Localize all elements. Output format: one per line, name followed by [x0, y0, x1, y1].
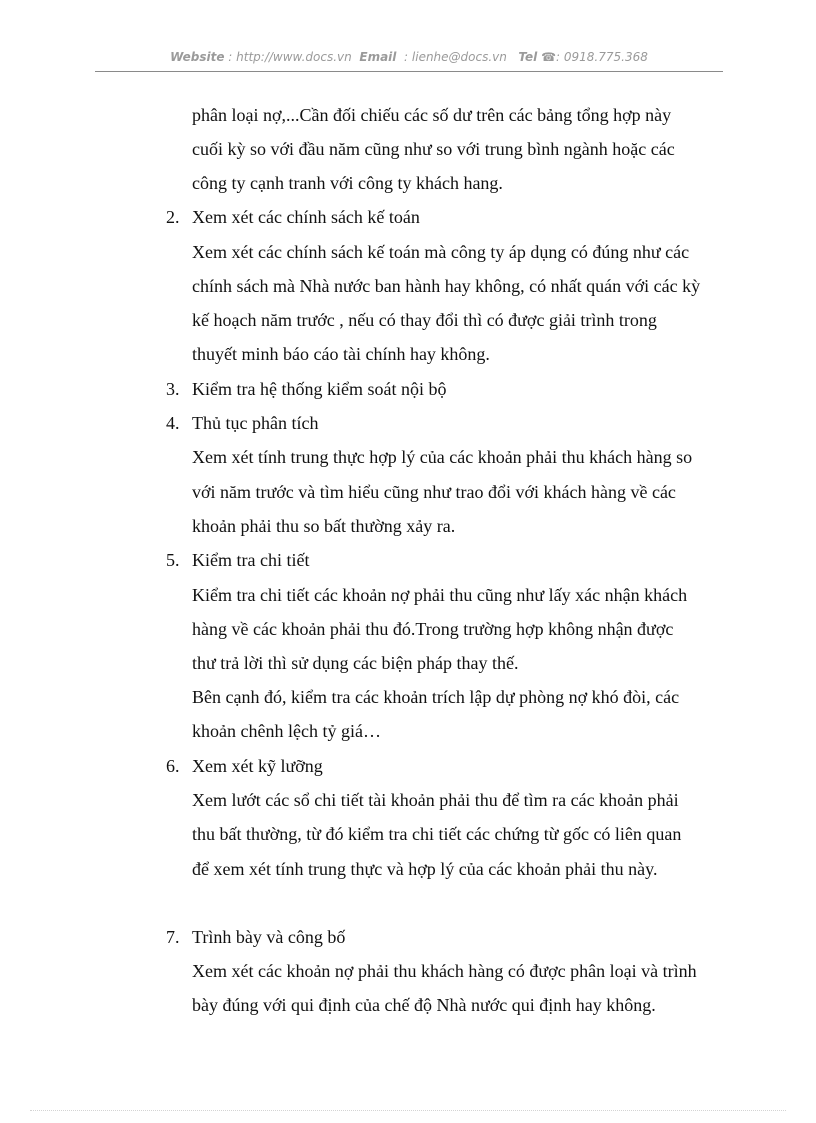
- paragraph-line: Xem lướt các sổ chi tiết tài khoản phải thu để tìm ra các khoản phải: [192, 790, 679, 810]
- email-label: Email: [359, 50, 397, 64]
- section-title: Trình bày và công bố: [192, 927, 346, 947]
- section-title: Xem xét các chính sách kế toán: [192, 207, 420, 227]
- website-label: Website: [170, 50, 225, 64]
- section-title: Kiểm tra hệ thống kiểm soát nội bộ: [192, 379, 447, 399]
- paragraph-line: hàng về các khoản phải thu đó.Trong trường hợp không nhận được: [192, 619, 674, 639]
- paragraph-line: khoản phải thu so bất thường xảy ra.: [192, 516, 456, 536]
- paragraph-line: chính sách mà Nhà nước ban hành hay không, có nhất quán với các kỳ: [192, 276, 701, 296]
- section-number: 5.: [166, 550, 180, 570]
- tel-label: Tel: [518, 50, 538, 64]
- page-header: [95, 50, 723, 72]
- paragraph-line: Xem xét các chính sách kế toán mà công ty áp dụng có đúng như các: [192, 242, 690, 262]
- section-title: Thủ tục phân tích: [192, 413, 319, 433]
- section-number: 6.: [166, 756, 180, 776]
- intro-line: phân loại nợ,...Cần đối chiếu các số dư trên các bảng tổng hợp này: [192, 105, 672, 125]
- paragraph-line: khoản chênh lệch tỷ giá…: [192, 721, 381, 741]
- website-value: : http://www.docs.vn: [228, 50, 352, 64]
- footer-divider: [30, 1110, 786, 1111]
- section-number: 3.: [166, 379, 180, 399]
- paragraph-line: Xem xét tính trung thực hợp lý của các khoản phải thu khách hàng so: [192, 447, 693, 467]
- section-title: Xem xét kỹ lưỡng: [192, 756, 323, 776]
- paragraph-line: kế hoạch năm trước , nếu có thay đổi thì có được giải trình trong: [192, 310, 657, 330]
- paragraph-line: với năm trước và tìm hiểu cũng như trao đổi với khách hàng về các: [192, 482, 676, 502]
- email-value: : lienhe@docs.vn: [404, 50, 507, 64]
- section-title: Kiểm tra chi tiết: [192, 550, 310, 570]
- paragraph-line: bày đúng với qui định của chế độ Nhà nước qui định hay không.: [192, 995, 656, 1015]
- paragraph-line: Xem xét các khoản nợ phải thu khách hàng có được phân loại và trình: [192, 961, 697, 981]
- paragraph-line: Kiểm tra chi tiết các khoản nợ phải thu cũng như lấy xác nhận khách: [192, 585, 688, 605]
- section-number: 7.: [166, 927, 180, 947]
- paragraph-line: để xem xét tính trung thực và hợp lý của các khoản phải thu này.: [192, 859, 658, 879]
- section-number: 2.: [166, 207, 180, 227]
- paragraph-line: thu bất thường, từ đó kiểm tra chi tiết các chứng từ gốc có liên quan: [192, 824, 682, 844]
- paragraph-line: Bên cạnh đó, kiểm tra các khoản trích lập dự phòng nợ khó đòi, các: [192, 687, 680, 707]
- paragraph-line: thuyết minh báo cáo tài chính hay không.: [192, 344, 490, 364]
- paragraph-line: thư trả lời thì sử dụng các biện pháp thay thế.: [192, 653, 519, 673]
- header-divider: [95, 71, 723, 72]
- tel-value: : 0918.775.368: [556, 50, 648, 64]
- intro-line: công ty cạnh tranh với công ty khách hang.: [192, 173, 503, 193]
- intro-line: cuối kỳ so với đầu năm cũng như so với trung bình ngành hoặc các: [192, 139, 675, 159]
- phone-icon: ☎: [541, 50, 557, 64]
- section-number: 4.: [166, 413, 180, 433]
